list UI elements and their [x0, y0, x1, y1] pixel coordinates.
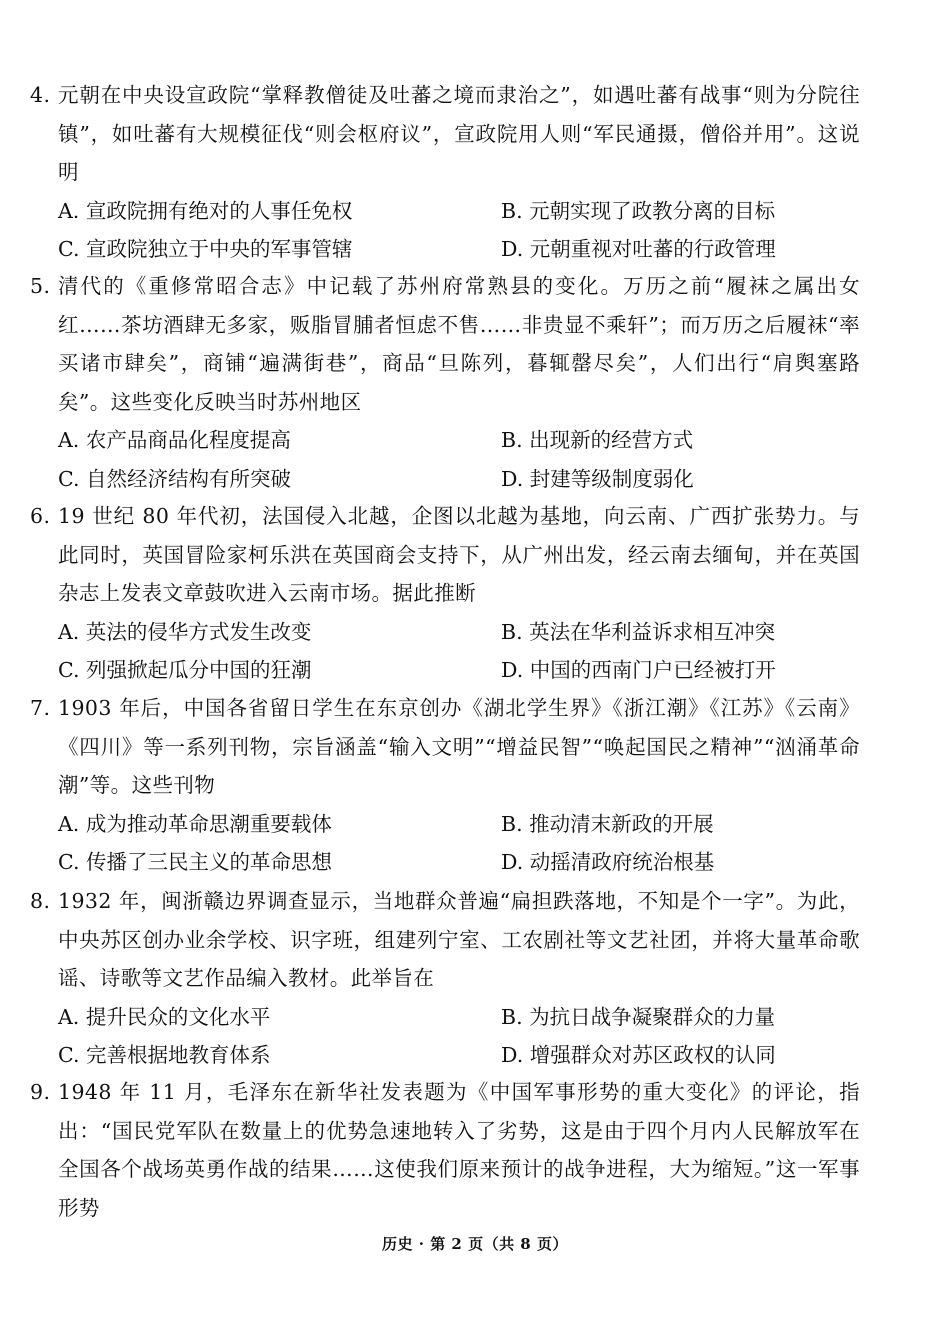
- question-stem: [30, 267, 860, 421]
- question-5: [30, 267, 860, 498]
- option-b: B. 推动清末新政的开展: [501, 811, 714, 836]
- options: [58, 998, 860, 1075]
- question-text: 元朝在中央设宣政院“掌释教僧徒及吐蕃之境而隶治之”，如遇吐蕃有战事“则为分院往镇”，如吐蕃有大规模征伐“则会枢府议”，宣政院用人则“军民通摄，僧俗并用”。这说明: [58, 83, 860, 184]
- page-footer: 历史 · 第 2 页（共 8 页）: [382, 1235, 568, 1253]
- question-8: [30, 882, 860, 1075]
- question-stem: [30, 497, 860, 613]
- option-a: A. 宣政院拥有绝对的人事任免权: [58, 198, 353, 223]
- question-text: 1903 年后，中国各省留日学生在东京创办《湖北学生界》《浙江潮》《江苏》《云南》《四川》等一系列刊物，宗旨涵盖“输入文明”“增益民智”“唤起国民之精神”“汹涌革命潮”等。这些刊物: [58, 696, 860, 797]
- question-stem: [30, 1073, 860, 1227]
- option-b: B. 出现新的经营方式: [501, 428, 694, 452]
- question-text: 清代的《重修常昭合志》中记载了苏州府常熟县的变化。万历之前“履袜之属出女红……茶坊酒肆无多家，贩脂冒脯者恒虑不售……非贵显不乘轩”；而万历之后履袜“率买诸市肆矣”，商铺“遍满街巷”，商品“旦陈列，暮辄罄尽矣”，人们出行“肩舆塞路矣”。这些变化反映当时苏州地区: [58, 274, 860, 414]
- question-9: [30, 1073, 860, 1227]
- option-d: D. 中国的西南门户已经被打开: [501, 658, 776, 682]
- question-text: 1948 年 11 月，毛泽东在新华社发表题为《中国军事形势的重大变化》的评论，指出：“国民党军队在数量上的优势急速地转入了劣势，这是由于四个月内人民解放军在全国各个战场英勇作战的结果……这使我们原来预计的战争进程，大为缩短。”这一军事形势: [58, 1080, 860, 1220]
- options: [58, 805, 860, 882]
- option-b: B. 为抗日战争凝聚群众的力量: [501, 1004, 776, 1029]
- option-a: A. 提升民众的文化水平: [58, 1004, 271, 1029]
- option-a: A. 英法的侵华方式发生改变: [58, 619, 312, 644]
- question-number: 5.: [30, 274, 51, 298]
- question-number: 7.: [30, 696, 51, 720]
- option-c: C. 宣政院独立于中央的军事管辖: [58, 237, 353, 261]
- question-number: 4.: [30, 83, 51, 107]
- option-b: B. 元朝实现了政教分离的目标: [501, 198, 776, 223]
- option-c: C. 传播了三民主义的革命思想: [58, 850, 332, 874]
- options: [58, 421, 860, 498]
- question-text: 19 世纪 80 年代初，法国侵入北越，企图以北越为基地，向云南、广西扩张势力。与此同时，英国冒险家柯乐洪在英国商会支持下，从广州出发，经云南去缅甸，并在英国杂志上发表文章鼓吹进入云南市场。据此推断: [58, 504, 860, 605]
- question-4: [30, 76, 860, 269]
- option-b: B. 英法在华利益诉求相互冲突: [501, 619, 776, 644]
- option-c: C. 完善根据地教育体系: [58, 1043, 271, 1067]
- option-a: A. 农产品商品化程度提高: [58, 428, 291, 452]
- option-d: D. 动摇清政府统治根基: [501, 850, 715, 874]
- question-stem: [30, 76, 860, 192]
- option-c: C. 自然经济结构有所突破: [58, 466, 291, 491]
- question-number: 8.: [30, 889, 51, 913]
- question-text: 1932 年，闽浙赣边界调查显示，当地群众普遍“扁担跌落地，不知是个一字”。为此，中央苏区创办业余学校、识字班，组建列宁室、工农剧社等文艺社团，并将大量革命歌谣、诗歌等文艺作品编入教材。此举旨在: [58, 889, 860, 990]
- question-number: 9.: [30, 1080, 51, 1104]
- options: [58, 192, 860, 269]
- options: [58, 613, 860, 690]
- option-d: D. 封建等级制度弱化: [501, 466, 694, 491]
- question-number: 6.: [30, 504, 51, 528]
- question-7: [30, 689, 860, 882]
- option-a: A. 成为推动革命思潮重要载体: [58, 811, 332, 836]
- option-c: C. 列强掀起瓜分中国的狂潮: [58, 658, 312, 682]
- question-6: [30, 497, 860, 690]
- option-d: D. 增强群众对苏区政权的认同: [501, 1043, 776, 1067]
- question-stem: [30, 882, 860, 998]
- option-d: D. 元朝重视对吐蕃的行政管理: [501, 237, 776, 261]
- question-stem: [30, 689, 860, 805]
